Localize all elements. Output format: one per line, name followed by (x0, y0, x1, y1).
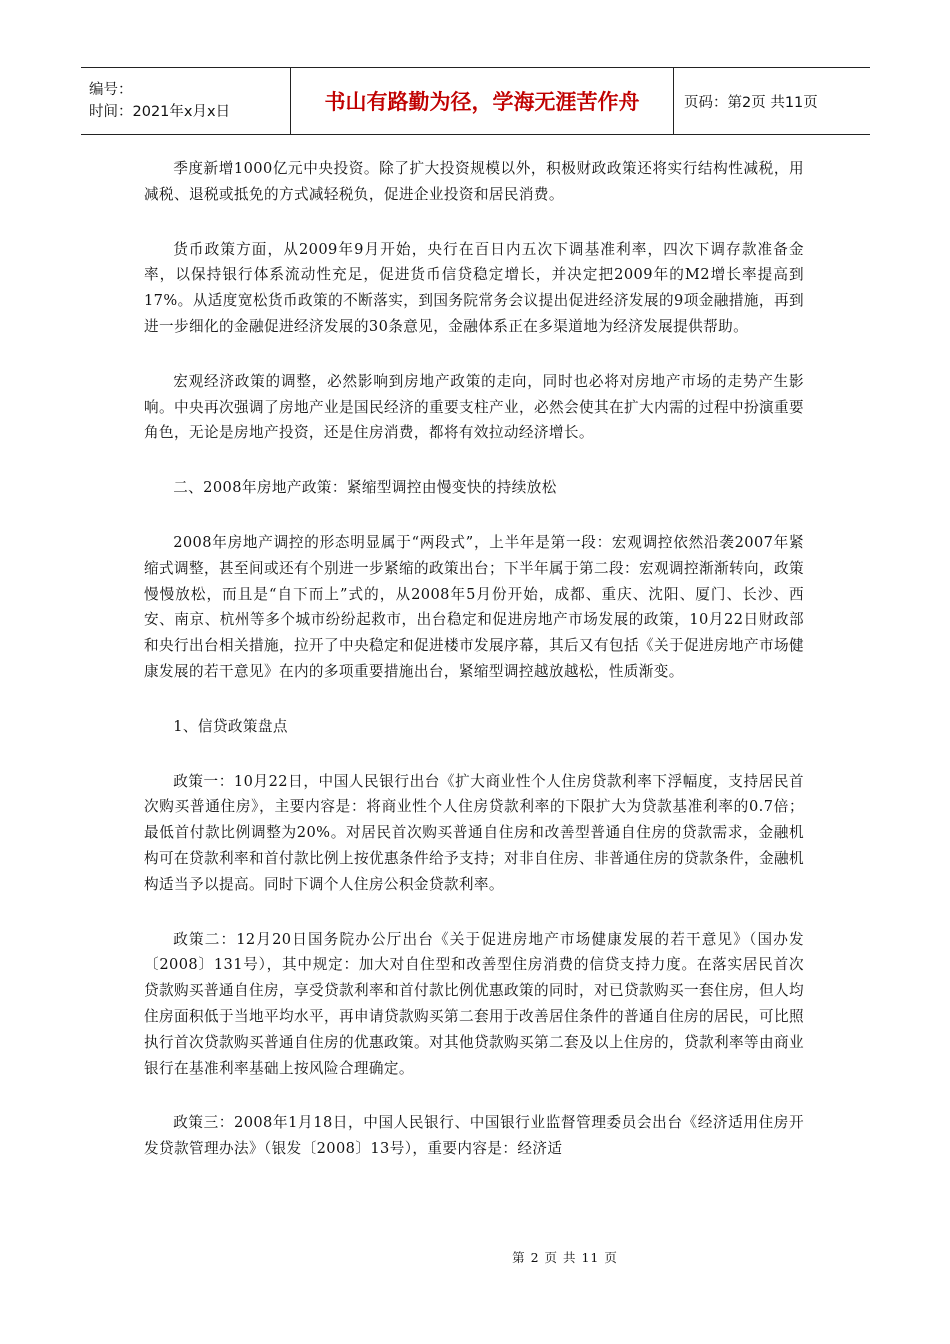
document-body (144, 156, 804, 1191)
paragraph: 政策三：2008年1月18日，中国人民银行、中国银行业监督管理委员会出台《经济适用住房开发贷款管理办法》（银发〔2008〕13号），重要内容是：经济适 (144, 1114, 804, 1158)
section-heading: 二、2008年房地产政策：紧缩型调控由慢变快的持续放松 (173, 479, 557, 497)
paragraph: 季度新增1000亿元中央投资。除了扩大投资规模以外，积极财政政策还将实行结构性减税，用减税、退税或抵免的方式减轻税负，促进企业投资和居民消费。 (144, 160, 804, 203)
paragraph: 政策二：12月20日国务院办公厅出台《关于促进房地产市场健康发展的若干意见》（国办发〔2008〕131号），其中规定：加大对自住型和改善型住房消费的信贷支持力度。在落实居民首次贷款购买普通自住房，享受贷款利率和首付款比例优惠政策的同时，对已贷款购买一套住房，但人均住房面积低于当地平均水平，再申请贷款购买第二套用于改善居住条件的普通自住房的居民，可比照执行首次贷款购买普通自住房的优惠政策。对其他贷款购买第二套及以上住房的，贷款利率等由商业银行在基准利率基础上按风险合理确定。 (144, 930, 804, 1077)
document-time-label: 时间：2021年x月x日 (89, 104, 231, 120)
header-meta (81, 68, 291, 134)
header-motto: 书山有路勤为径，学海无涯苦作舟 (291, 68, 674, 134)
page-header (81, 67, 870, 135)
header-page-info: 页码：第2页 共11页 (684, 94, 818, 111)
paragraph: 政策一：10月22日，中国人民银行出台《扩大商业性个人住房贷款利率下浮幅度，支持居民首次购买普通住房》，主要内容是：将商业性个人住房贷款利率的下限扩大为贷款基准利率的0.7倍；最低首付款比例调整为20%。对居民首次购买普通自住房和改善型普通自住房的贷款需求，金融机构可在贷款利率和首付款比例上按优惠条件给予支持；对非自住房、非普通住房的贷款条件，金融机构适当予以提高。同时下调个人住房公积金贷款利率。 (144, 772, 804, 893)
page-footer (0, 1248, 950, 1266)
paragraph: 货币政策方面，从2009年9月开始，央行在百日内五次下调基准利率，四次下调存款准备金率，以保持银行体系流动性充足，促进货币信贷稳定增长，并决定把2009年的M2增长率提高到17%。从适度宽松货币政策的不断落实，到国务院常务会议提出促进经济发展的9项金融措施，再到进一步细化的金融促进经济发展的30条意见，金融体系正在多渠道地为经济发展提供帮助。 (144, 240, 804, 335)
document-number-label: 编号： (89, 82, 133, 98)
paragraph: 宏观经济政策的调整，必然影响到房地产政策的走向，同时也必将对房地产市场的走势产生影响。中央再次强调了房地产业是国民经济的重要支柱产业，必然会使其在扩大内需的过程中扮演重要角色，无论是房地产投资，还是住房消费，都将有效拉动经济增长。 (144, 372, 804, 442)
footer-page-number: 第 2 页 共 11 页 (512, 1250, 618, 1265)
subsection-heading: 1、信贷政策盘点 (173, 717, 288, 735)
paragraph: 2008年房地产调控的形态明显属于“两段式”，上半年是第一段：宏观调控依然沿袭2007年紧缩式调整，甚至间或还有个别进一步紧缩的政策出台；下半年属于第二段：宏观调控渐渐转向，政策慢慢放松，而且是“自下而上”式的，从2008年5月份开始，成都、重庆、沈阳、厦门、长沙、西安、南京、杭州等多个城市纷纷起救市，出台稳定和促进房地产市场发展的政策，10月22日财政部和央行出台相关措施，拉开了中央稳定和促进楼市发展序幕，其后又有包括《关于促进房地产市场健康发展的若干意见》在内的多项重要措施出台，紧缩型调控越放越松，性质渐变。 (144, 533, 804, 680)
